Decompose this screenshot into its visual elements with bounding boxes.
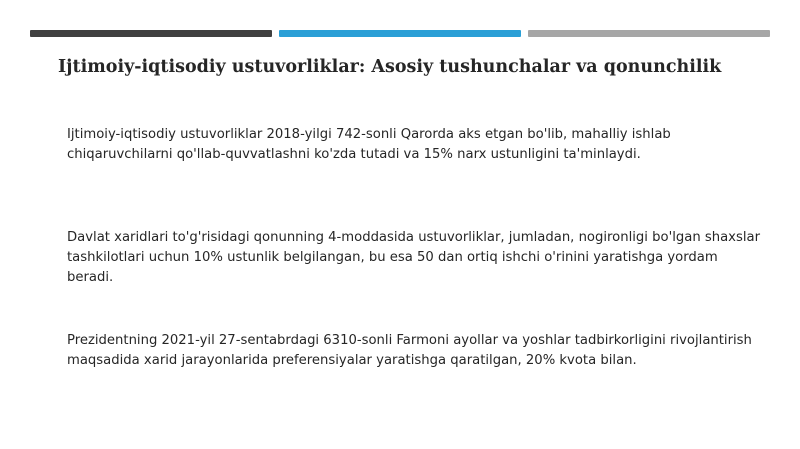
paragraph-1: Ijtimoiy-iqtisodiy ustuvorliklar 2018-yilgi 742-sonli Qarorda aks etgan bo'lib, mahalliy ishlab chiqaruvchilarni qo'llab-quvvatlashni ko'zda tutadi va 15% narx ustunligini ta'minlaydi.: [67, 127, 671, 162]
accent-bar-gray: [528, 30, 770, 37]
slide-title: Ijtimoiy-iqtisodiy ustuvorliklar: Asosiy tushunchalar va qonunchilik: [58, 57, 722, 77]
accent-bar-dark: [30, 30, 272, 37]
accent-bar-blue: [279, 30, 521, 37]
paragraph-2: Davlat xaridlari to'g'risidagi qonunning 4-moddasida ustuvorliklar, jumladan, nogironligi bo'lgan shaxslar tashkilotlari uchun 10% ustunlik belgilangan, bu esa 50 dan ortiq ishchi o'rinini yaratishga yordam beradi.: [67, 230, 761, 285]
paragraph-3: Prezidentning 2021-yil 27-sentabrdagi 6310-sonli Farmoni ayollar va yoshlar tadbirkorligini rivojlantirish maqsadida xarid jarayonlarida preferensiyalar yaratishga qaratilgan, 20% kvota bilan.: [67, 333, 752, 368]
